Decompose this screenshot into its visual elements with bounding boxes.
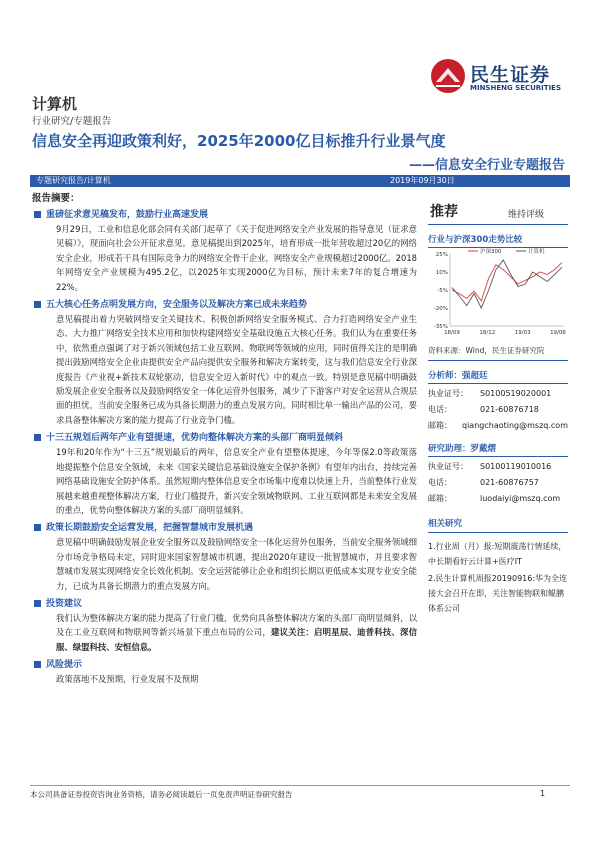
report-type: 行业研究/专题报告: [32, 116, 112, 127]
analyst-value: S0100519020001: [480, 389, 552, 398]
section-paragraph: 9月29日，工业和信息化部会同有关部门起草了《关于促进网络安全产业发展的指导意见（征求意见稿）》，现面向社会公开征求意见。意见稿提出到2025年，培育形成一批年营收超过20亿的网络安全企业，形成若干具有国际竞争力的网络安全骨干企业，网络安全产业规模超过2000亿。2018年网络安全产业规模为495.2亿，以2025年实现2000亿为目标，预计未来7年的复合增速为22%。: [56, 224, 417, 292]
section-2: [32, 298, 417, 427]
investment-recommendation: 建议关注：启明星辰、迪普科技、深信服、绿盟科技、安恒信息。: [56, 627, 417, 652]
section-5: [32, 597, 417, 654]
analyst-key: 电话：: [428, 405, 452, 414]
analyst-email[interactable]: qiangchaoting@mszq.com: [462, 421, 568, 430]
analyst-value: 021-60876718: [480, 405, 539, 414]
band-category: 专题研究报告/计算机: [36, 176, 111, 185]
sector-label: 计算机: [32, 95, 78, 113]
chart-source: 资料来源：Wind，民生证券研究院: [428, 345, 568, 361]
section-heading: 政策长期鼓励安全运营发展，把握智慧城市发展机遇: [32, 521, 417, 535]
y-tick-label: 10%: [435, 270, 448, 276]
section-heading: 重磅征求意见稿发布，鼓励行业高速发展: [32, 208, 417, 222]
logo-mark-icon: [430, 58, 466, 94]
x-tick-label: 18/12: [479, 330, 496, 336]
legend-label: 计算机: [528, 249, 545, 255]
analyst-email[interactable]: luodaiyi@mszq.com: [480, 494, 561, 503]
chart-title: 行业与沪深300走势比较: [428, 235, 523, 245]
x-tick-label: 19/06: [550, 330, 566, 336]
rating-box: [428, 197, 568, 225]
analyst-key: 电话：: [428, 478, 452, 487]
company-logo: [430, 58, 580, 98]
analyst-block-1: [428, 369, 568, 434]
y-tick-label: -20%: [433, 306, 448, 312]
report-subtitle: ——信息安全行业专题报告: [408, 158, 565, 173]
analyst-key: 邮箱：: [428, 494, 452, 503]
band-date: 2019年09月30日: [390, 176, 455, 185]
section-paragraph: 意见稿提出着力突破网络安全关键技术、积极创新网络安全服务模式、合力打造网络安全产业生态、大力推广网络安全技术应用和加快构建网络安全基础设施五大核心任务。我们认为在重要任务中，依然重点强调了对于新兴领域包括工业互联网、物联网等领域的应用，同时值得关注的是明确提出鼓励网络安全企业由提供安全产品向提供安全服务和解决方案转变，这与我们信息安全行业深度报告《产业视+新技术双轮驱动，信息安全迈入新时代》中的观点一致。特别是意见稿中明确鼓励发展企业安全服务以及鼓励网络安全一体化运营外包服务，减少了下游客户对安全运营从合规层面的担忧，当前安全服务已成为具备长期潜力的重点发展方向。同时相比单一输出产品的公司，要求具备整体解决方案的能力提高了行业竞争门槛。: [56, 314, 417, 425]
y-tick-label: -5%: [437, 288, 448, 294]
section-paragraph: 意见稿中明确鼓励发展企业安全服务以及鼓励网络安全一体化运营外包服务，当前安全服务领域细分市场竞争格局未定，同时迎来国家智慧城市机遇，提出2020年建设一批智慧城市，并且要求智慧城市发展实现网络安全长效化机制。安全运营能够让企业和组织长期以更低成本实现专业安全能力，已成为具备长期潜力的重点发展方向。: [56, 537, 417, 591]
related-research: [428, 517, 568, 616]
x-tick-label: 19/03: [514, 330, 531, 336]
section-paragraph: 19年和20年作为“十三五”规划最后的两年，信息安全产业有望整体提速，今年等保2.0等政策落地提振整个信息安全领域，未来《国家关键信息基础设施安全保护条例》有望年内出台，持续完善网络基础设施安全防护体系。虽然短期内整体信息安全市场集中度难以快速上升，当前整体行业发展越来越重视整体解决方案，行业门槛提升，新兴安全领域物联网、工业互联网都是未来安全发展的重点，优势向整体解决方案的头部厂商明显倾斜。: [56, 447, 417, 515]
analyst-key: 邮箱：: [428, 421, 452, 430]
analyst-value: 021-60876757: [480, 478, 539, 487]
section-heading: 风险提示: [32, 658, 417, 672]
analyst-heading: 分析师：强超廷: [428, 369, 568, 384]
section-4: [32, 521, 417, 593]
series-line-computer: [452, 260, 562, 308]
analyst-row: [428, 459, 568, 475]
section-3: [32, 431, 417, 517]
related-heading: 相关研究: [428, 517, 568, 533]
analyst-block-2: [428, 442, 568, 507]
trend-chart-svg: [428, 248, 568, 340]
section-heading: 投资建议: [32, 597, 417, 611]
trend-chart: [428, 247, 568, 339]
footer-disclaimer: 本公司具备证券投资咨询业务资格，请务必阅读最后一页免责声明证券研究报告: [30, 790, 293, 799]
analyst-key: 执业证号：: [428, 389, 468, 398]
page-number: 1: [540, 789, 546, 798]
analyst-row: [428, 475, 568, 491]
report-title: 信息安全再迎政策利好，2025年2000亿目标推升行业景气度: [32, 132, 446, 150]
logo-name-en: MINSHENG SECURITIES: [470, 84, 561, 92]
section-6: [32, 658, 417, 686]
analyst-row: [428, 386, 568, 402]
logo-name-cn: 民生证券: [470, 64, 551, 86]
sidebar-column: [428, 197, 568, 618]
section-paragraph: [32, 611, 417, 654]
abstract-column: [32, 190, 417, 691]
x-tick-label: 18/09: [444, 330, 460, 336]
analyst-row: [428, 418, 568, 434]
section-paragraph: 政策落地不及预期，行业发展不及预期: [56, 674, 199, 685]
y-tick-label: 25%: [435, 252, 448, 258]
section-heading: 十三五规划后两年产业有望提速，优势向整体解决方案的头部厂商明显倾斜: [32, 431, 417, 445]
footer-divider: [30, 785, 570, 786]
analyst-row: [428, 402, 568, 418]
analyst-row: [428, 491, 568, 507]
abstract-label: 报告摘要：: [32, 193, 80, 204]
related-item[interactable]: 1.行业周（月）报:短期震荡行情延续，中长期看好云计算+医疗IT: [428, 542, 567, 566]
rating-sub: 维持评级: [508, 210, 545, 220]
header-band: [30, 175, 570, 187]
legend-label: 沪深300: [480, 249, 502, 255]
analyst-heading: 研究助理：罗戴熠: [428, 442, 568, 457]
related-item[interactable]: 2.民生计算机周报20190916:华为全连接大会召开在即，关注智能物联和鲲鹏体系公司: [428, 574, 568, 613]
investment-text: 我们认为整体解决方案的能力提高了行业门槛，优势向具备整体解决方案的头部厂商明显倾斜，以及在工业互联网和物联网等新兴场景下重点布局的公司，: [56, 612, 417, 638]
analyst-key: 执业证号：: [428, 462, 468, 471]
analyst-value: S0100119010016: [480, 462, 552, 471]
y-tick-label: -35%: [433, 324, 448, 330]
section-heading: 五大核心任务点明发展方向，安全服务以及解决方案已成未来趋势: [32, 298, 417, 312]
section-1: [32, 208, 417, 294]
rating-label: 推荐: [430, 204, 458, 220]
